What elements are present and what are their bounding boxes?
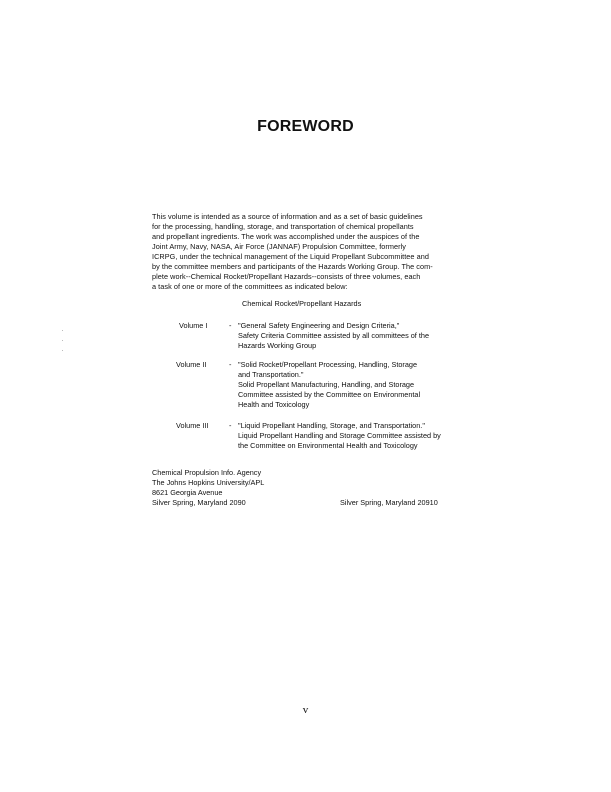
volume-line: Liquid Propellant Handling and Storage Committee assisted by: [238, 431, 441, 440]
volume-description: [238, 421, 508, 451]
intro-line: ICRPG, under the technical management of the Liquid Propellant Subcommittee and: [152, 252, 429, 261]
intro-line: Joint Army, Navy, NASA, Air Force (JANNAF) Propulsion Committee, formerly: [152, 242, 406, 251]
volume-line: the Committee on Environmental Health and Toxicology: [238, 441, 418, 450]
address-line: Silver Spring, Maryland 2090: [152, 498, 246, 507]
volume-line: "Solid Rocket/Propellant Processing, Handling, Storage: [238, 360, 418, 369]
intro-line: and propellant ingredients. The work was accomplished under the auspices of the: [152, 232, 420, 241]
volume-line: Health and Toxicology: [238, 400, 310, 409]
series-title: Chemical Rocket/Propellant Hazards: [242, 299, 362, 308]
volume-label: Volume III: [176, 421, 209, 430]
volume-line: "General Safety Engineering and Design Criteria,": [238, 321, 400, 330]
volume-label: Volume I: [179, 321, 208, 330]
volume-line: "Liquid Propellant Handling, Storage, and Transportation.": [238, 421, 425, 430]
volume-dash: -: [229, 321, 232, 330]
volume-dash: -: [229, 360, 232, 369]
intro-line: by the committee members and participants of the Hazards Working Group. The com-: [152, 262, 433, 271]
volume-label: Volume II: [176, 360, 207, 369]
intro-line: for the processing, handling, storage, and transportation of chemical propellants: [152, 222, 414, 231]
mailing-address: [152, 468, 264, 508]
volume-line: and Transportation.": [238, 370, 304, 379]
volume-line: Committee assisted by the Committee on Environmental: [238, 390, 421, 399]
address-line: The Johns Hopkins University/APL: [152, 478, 265, 487]
volume-dash: -: [229, 421, 232, 430]
volume-line: Safety Criteria Committee assisted by all committees of the: [238, 331, 430, 340]
intro-line: plete work--Chemical Rocket/Propellant Hazards--consists of three volumes, each: [152, 272, 421, 281]
page-title: FOREWORD: [257, 118, 354, 135]
volume-line: Solid Propellant Manufacturing, Handling, and Storage: [238, 380, 415, 389]
volume-description: [238, 321, 508, 351]
intro-paragraph: [152, 212, 507, 292]
address-correction: Silver Spring, Maryland 20910: [340, 498, 438, 507]
address-line: Chemical Propulsion Info. Agency: [152, 468, 262, 477]
scan-speck: [62, 340, 63, 341]
volume-description: [238, 360, 508, 410]
address-line: 8621 Georgia Avenue: [152, 488, 223, 497]
scan-speck: [62, 330, 63, 331]
intro-line: This volume is intended as a source of information and as a set of basic guidelines: [152, 212, 423, 221]
intro-line: a task of one or more of the committees as indicated below:: [152, 282, 348, 291]
volume-line: Hazards Working Group: [238, 341, 317, 350]
scan-speck: [62, 350, 63, 351]
page-number: v: [302, 704, 309, 716]
